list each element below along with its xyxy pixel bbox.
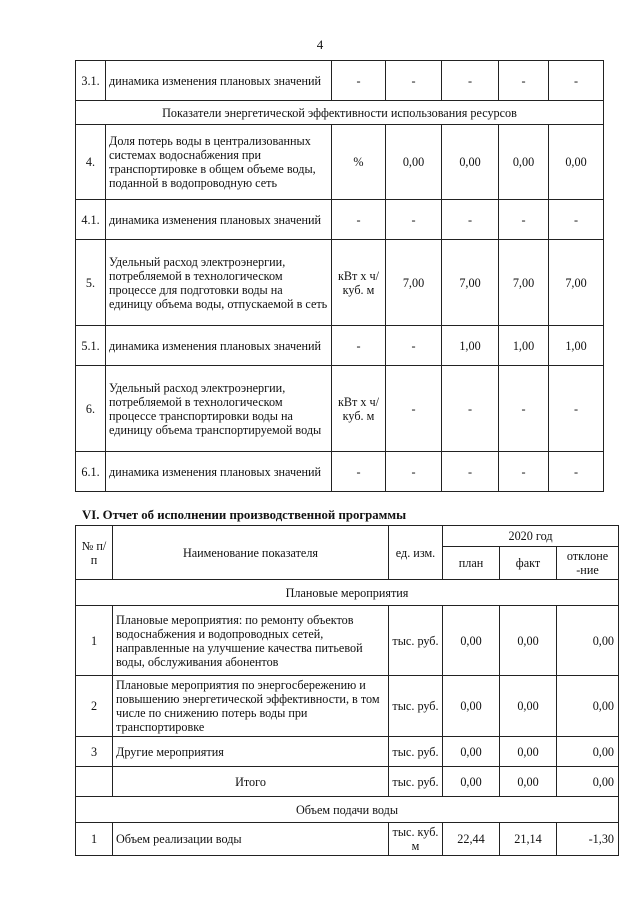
- value-cell: 0,00: [386, 125, 442, 200]
- value-cell: -: [442, 452, 499, 492]
- indicator-name: динамика изменения плановых значений: [106, 326, 332, 366]
- indicator-name: Удельный расход электроэнергии, потребляемой в технологическом процессе транспортировки воды на единицу объема транспортируемой воды: [106, 366, 332, 452]
- col-unit-header: ед. изм.: [389, 526, 443, 580]
- indicator-name: Плановые мероприятия по энергосбережению и повышению энергетической эффективности, в том числе по снижению потерь воды при транспортировке: [113, 676, 389, 737]
- row-number: 1: [76, 606, 113, 676]
- plan-value: 0,00: [443, 676, 500, 737]
- deviation-value: 0,00: [557, 606, 619, 676]
- col-num-header: № п/п: [76, 526, 113, 580]
- section-row: [76, 580, 619, 606]
- value-cell: -: [499, 200, 549, 240]
- indicator-name: Удельный расход электроэнергии, потребляемой в технологическом процессе для подготовки воды на единицу объема воды, отпускаемой в сеть: [106, 240, 332, 326]
- table-row: [76, 676, 619, 737]
- value-cell: -: [386, 200, 442, 240]
- deviation-value: 0,00: [557, 737, 619, 767]
- value-cell: 7,00: [499, 240, 549, 326]
- unit: -: [332, 452, 386, 492]
- section-row: [76, 101, 604, 125]
- unit: кВт х ч/куб. м: [332, 366, 386, 452]
- unit: -: [332, 326, 386, 366]
- unit: кВт х ч/куб. м: [332, 240, 386, 326]
- unit: тыс. руб.: [389, 767, 443, 797]
- fact-value: 0,00: [500, 737, 557, 767]
- row-number: 5.: [76, 240, 106, 326]
- table-row: [76, 606, 619, 676]
- deviation-value: 0,00: [557, 767, 619, 797]
- plan-value: 0,00: [443, 737, 500, 767]
- unit: %: [332, 125, 386, 200]
- value-cell: -: [442, 200, 499, 240]
- plan-value: 0,00: [443, 606, 500, 676]
- row-number: 5.1.: [76, 326, 106, 366]
- indicator-name: Объем реализации воды: [113, 823, 389, 856]
- plan-value: 0,00: [443, 767, 500, 797]
- unit: тыс. куб. м: [389, 823, 443, 856]
- table-row: [76, 240, 604, 326]
- col-fact-header: факт: [500, 547, 557, 580]
- value-cell: -: [386, 326, 442, 366]
- table-row: [76, 737, 619, 767]
- col-plan-header: план: [443, 547, 500, 580]
- col-year-header: 2020 год: [443, 526, 619, 547]
- indicator-name: динамика изменения плановых значений: [106, 61, 332, 101]
- unit: тыс. руб.: [389, 737, 443, 767]
- section-heading: VI. Отчет об исполнении производственной программы: [82, 508, 407, 522]
- page-number: 4: [316, 37, 324, 52]
- unit: -: [332, 200, 386, 240]
- row-number: 4.: [76, 125, 106, 200]
- row-number: 1: [76, 823, 113, 856]
- section-title: Плановые мероприятия: [76, 580, 619, 606]
- program-report-table: [75, 525, 619, 856]
- value-cell: -: [386, 61, 442, 101]
- value-cell: -: [549, 200, 604, 240]
- table-row: [76, 200, 604, 240]
- value-cell: 1,00: [442, 326, 499, 366]
- value-cell: -: [442, 366, 499, 452]
- table-row: [76, 366, 604, 452]
- table-row: [76, 326, 604, 366]
- indicator-name: Итого: [113, 767, 389, 797]
- section-title: Показатели энергетической эффективности использования ресурсов: [76, 101, 604, 125]
- deviation-value: -1,30: [557, 823, 619, 856]
- indicator-name: динамика изменения плановых значений: [106, 200, 332, 240]
- value-cell: -: [442, 61, 499, 101]
- table-row: [76, 452, 604, 492]
- section-title: Объем подачи воды: [76, 797, 619, 823]
- fact-value: 0,00: [500, 676, 557, 737]
- row-number: [76, 767, 113, 797]
- value-cell: -: [499, 452, 549, 492]
- value-cell: -: [386, 452, 442, 492]
- fact-value: 21,14: [500, 823, 557, 856]
- total-row: [76, 767, 619, 797]
- row-number: 6.: [76, 366, 106, 452]
- value-cell: -: [549, 61, 604, 101]
- value-cell: 1,00: [499, 326, 549, 366]
- indicator-name: Плановые мероприятия: по ремонту объектов водоснабжения и водопроводных сетей, направленные на улучшение качества питьевой воды, обслуживания абонентов: [113, 606, 389, 676]
- value-cell: -: [386, 366, 442, 452]
- indicator-name: динамика изменения плановых значений: [106, 452, 332, 492]
- row-number: 2: [76, 676, 113, 737]
- table-row: [76, 61, 604, 101]
- value-cell: 1,00: [549, 326, 604, 366]
- plan-value: 22,44: [443, 823, 500, 856]
- value-cell: -: [549, 366, 604, 452]
- col-deviation-header: отклоне -ние: [557, 547, 619, 580]
- value-cell: 7,00: [386, 240, 442, 326]
- row-number: 3.1.: [76, 61, 106, 101]
- value-cell: -: [499, 61, 549, 101]
- table-row: [76, 823, 619, 856]
- col-name-header: Наименование показателя: [113, 526, 389, 580]
- indicator-name: Другие мероприятия: [113, 737, 389, 767]
- section-row: [76, 797, 619, 823]
- value-cell: 0,00: [499, 125, 549, 200]
- value-cell: -: [499, 366, 549, 452]
- value-cell: -: [549, 452, 604, 492]
- unit: -: [332, 61, 386, 101]
- value-cell: 7,00: [442, 240, 499, 326]
- row-number: 6.1.: [76, 452, 106, 492]
- fact-value: 0,00: [500, 606, 557, 676]
- value-cell: 0,00: [549, 125, 604, 200]
- deviation-value: 0,00: [557, 676, 619, 737]
- value-cell: 7,00: [549, 240, 604, 326]
- row-number: 4.1.: [76, 200, 106, 240]
- fact-value: 0,00: [500, 767, 557, 797]
- unit: тыс. руб.: [389, 676, 443, 737]
- unit: тыс. руб.: [389, 606, 443, 676]
- value-cell: 0,00: [442, 125, 499, 200]
- table-row: [76, 125, 604, 200]
- row-number: 3: [76, 737, 113, 767]
- indicator-name: Доля потерь воды в централизованных системах водоснабжения при транспортировке в общем объеме воды, поданной в водопроводную сеть: [106, 125, 332, 200]
- indicators-table: [75, 60, 604, 492]
